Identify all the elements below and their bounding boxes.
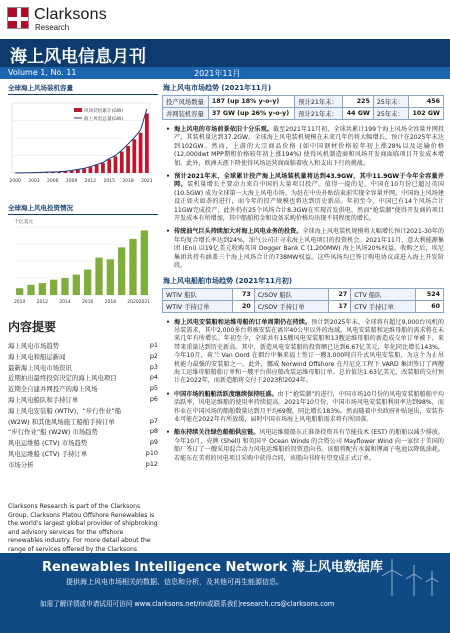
table-cell: CTV 手持订单	[351, 300, 416, 312]
paragraph-text: 由于“抢装潮”的进行，中国市场10月份的风电安装船船舶平均活跃率，风电运维船的使用率持续提高。2021年10月份，中国市场风电安装船利用率达到98%，而作业在中国风场的船舶数量达到月平均69艘，同比增长183%。然而随着中央政府补贴退出，安装作业可能在2022年有所放缓，届时中国市场海上风电船舶需求将有所回落。	[174, 390, 445, 423]
table-cell: C/SOV 手持订单	[254, 300, 329, 312]
bar	[82, 169, 86, 173]
tick-label: 2021	[138, 300, 151, 305]
paragraph-text: 全球海上风电装机规模将大幅增长预计2021-30年的年均复合增长率达到24%，油气公司正寻求海上风电项目的投资机会。2021年11月，意大利能源集团 (Eni) 以19亿美元收购英国 Dogger Bank C (1,200MW) 海上风场20%权益。收购之后，埃尼集团共持有涵盖三个海上风场合计的738MW权益。这些风场均已签订购电协议或进入海上开发阶段。	[174, 228, 444, 270]
table-cell: WTIV 手持订单	[163, 300, 233, 312]
toc-item[interactable]	[8, 449, 158, 460]
toc-item[interactable]	[8, 373, 158, 384]
bar	[95, 165, 99, 173]
toc-item[interactable]	[8, 352, 158, 363]
table-cell: 37 GW (up 26% y-o-y)	[208, 108, 294, 120]
toc-item-page: p4	[149, 373, 158, 382]
market-section-title: 海上风电市场趋势 (2021年11月)	[163, 84, 272, 92]
table-cell: 20	[232, 300, 254, 312]
issue-number: Volume 1, No. 11	[8, 68, 77, 77]
market-table	[162, 95, 444, 120]
bar	[61, 278, 68, 295]
tick-label: 2000	[9, 179, 21, 184]
bar	[126, 146, 130, 173]
tick-label: 2014	[59, 300, 71, 305]
table-cell: 并网装机容量	[163, 108, 209, 120]
toc-item-label: 海上风电和船运新闻	[8, 352, 66, 361]
toc-item[interactable]	[8, 417, 158, 428]
tick-label: 2012	[36, 300, 49, 305]
tick-label: 2010	[13, 300, 26, 305]
toc-item-page: p8	[149, 427, 158, 436]
bar	[129, 239, 136, 295]
table-row	[163, 108, 444, 120]
toc-heading: 内容提要	[8, 320, 57, 334]
legend-swatch	[74, 108, 82, 112]
bullet-icon: •	[166, 429, 170, 437]
table-cell: 225	[343, 96, 374, 108]
bar	[139, 133, 143, 173]
toc-item-label: 海上风电市场趋势	[8, 342, 60, 350]
bar	[95, 258, 102, 295]
capacity-chart	[8, 95, 156, 197]
bar	[89, 167, 93, 173]
footer-contact-link[interactable]: 如需了解详情或申请试用可访问 www.clarksons.net/rin或联系我们research.crs@clarksons.com	[40, 600, 335, 608]
toc-item-label: (W2W) 和其他风场施工船舶手持订单	[8, 417, 115, 426]
toc-list	[8, 341, 158, 471]
investment-chart-svg	[8, 215, 156, 313]
table-of-contents	[8, 318, 158, 471]
table-cell: CTV 船队	[351, 288, 416, 300]
bar	[118, 247, 125, 295]
toc-item-label: “步行作业”船 (W2W) 市场趋势	[8, 428, 98, 437]
tick-label: 2006	[47, 179, 59, 184]
fleet-paragraph	[162, 429, 444, 463]
issue-band	[0, 67, 450, 79]
table-cell: 25年末：	[373, 96, 408, 108]
bar	[145, 114, 149, 174]
fleet-table	[162, 288, 444, 313]
toc-item-page: p5	[149, 384, 158, 393]
tick-label: 2015	[103, 179, 115, 184]
chart1-title: 全球海上风场装机容量	[8, 84, 73, 92]
toc-item-page: p7	[149, 416, 158, 425]
bar	[101, 163, 105, 173]
toc-item-label: 风电运维船 (CTV) 手持订单	[8, 449, 88, 458]
toc-item[interactable]	[8, 406, 158, 417]
bar	[107, 159, 111, 173]
brand-sub: Research	[35, 23, 70, 32]
right-column	[162, 83, 444, 468]
table-cell: 524	[416, 288, 444, 300]
about-text: Clarksons Research is part of the Clarksons Group. Clarksons Platou Offshore Renewables is the world's largest global provider of shipbroking and advisory services for the offshore renewables industry. For more detail about the range of services offered by the Clarksons	[8, 503, 158, 553]
bar	[132, 139, 136, 173]
legend-label: 海上风电总量(GW)	[84, 117, 124, 122]
header-logo-bar	[0, 0, 450, 38]
tick-label: 2020	[127, 300, 139, 305]
bullet-icon: •	[166, 173, 170, 181]
tick-label: 2009	[65, 179, 78, 184]
fleet-paragraph	[162, 319, 444, 386]
paragraph-lead: 预计2021年末，全球累计投产海上风场装机量将达到43.9GW，其中11.9GW于今年全容量并网。	[174, 173, 444, 189]
toc-item[interactable]	[8, 438, 158, 449]
table-row	[163, 300, 444, 312]
table-cell: 预计21年末：	[295, 96, 343, 108]
tick-label: 2012	[84, 179, 97, 184]
bullet-icon: •	[166, 228, 170, 236]
bar	[39, 283, 46, 295]
toc-item-label: 海上风电安装船 (WTIV)，“步行作业”船	[8, 406, 122, 415]
investment-chart	[8, 215, 156, 317]
toc-item-label: 海上风电船队和手持订单	[8, 395, 79, 404]
issue-date: 2021年11月	[194, 69, 241, 78]
fleet-paragraph	[162, 391, 444, 425]
table-cell: C/SOV 船队	[254, 288, 329, 300]
table-cell: 187 (up 18% y-o-y)	[208, 96, 294, 108]
market-paragraph	[162, 173, 444, 223]
toc-item-label: 最新海上风电市场资讯	[8, 363, 72, 372]
table-cell: 27	[329, 288, 351, 300]
market-body	[162, 126, 444, 271]
paragraph-text: 风电运维船船东正准备投资具有节能技术 (EST) 的船舶以减少排放。今年10月，壳牌 (Shell) 和英国平 Ocean Winds 的合资公司 Mayflower Wind 向一家位于美国的船厂签订了一艘采用混合动力风电运维船的投资意向书。该船将配有水翼和锂离子电池以降低油耗。若能东在美将的风电项目采购中获得合同，该船向书将有望变成正式订单。	[174, 429, 444, 462]
paragraph-text: 预计到2025年末，全球将有超过9,000台风机的吊装需求，其中2,000多台将被安装在离岸40公里以外的海域。风电安装船和运维母船的需求将在未来几年有所增长。年初至今，全球共有15艘风电安装船和13艘运维母船的新造成交单订单被下，来带来重量达到历史新高。其中，新造风电安装船的投资额已达到6.67亿美元，年化同比增长143%。今年10月，荷兰 Van Oord 在烟台中集来福士签订一艘3,000吨自升式风电安装船，为这个为止吊机能力最强的安装船之一。此外，挪威 Norwind Offshore 在丹尼克工程下 VARD 集团签订了两艘海工运维母船船舶订单和一艘平台供应船改装运维母船订单。总价值达1.63亿美元，改装船的交付预计在2022年，而新造船将交付于2023和2024年。	[174, 318, 445, 385]
paragraph-lead: 中国市场的船舶活跃度继续保持旺盛。	[174, 390, 278, 398]
paragraph-text: 截至2021年11月初，全球共累计199个海上风场全容量并网投产，其装机量达到37.2GW。全球海上风电装机规模在未来几年仍将大幅增长，预计在2025年末达到102GW。然而，上游的大宗商品价格 (如中国钢材价格较年初上涨28%以及运输价格 (12,000dwt MPP期租价格较年初上涨194%) 使得风机制造商和风场开发商面临项目开发成本增加。此外，欧洲天涯下降使得风场运营商面临着收入和支出下行的挑战。	[174, 126, 444, 167]
clarksons-logo-icon	[7, 7, 29, 29]
tick-label: 2016	[81, 300, 94, 305]
bar	[107, 259, 114, 295]
paragraph-lead: 传统油气巨头持续加大对海上风电业务的投资。	[174, 228, 303, 236]
page-title: 海上风电信息月刊	[10, 47, 146, 67]
footer-subtitle: 提供海上风电市场相关的数据、信息和分析，及其他可再生能源信息。	[66, 578, 283, 586]
table-cell: 投产风场数量	[163, 96, 209, 108]
table-cell: WTIV 船队	[163, 288, 233, 300]
fleet-body	[162, 319, 444, 464]
toc-item[interactable]	[8, 395, 158, 406]
bar	[120, 152, 124, 173]
title-band	[0, 39, 450, 67]
tick-label: 2018	[122, 179, 134, 184]
footer-title: Renewables Intelligence Network 海上风电数据库	[42, 560, 383, 575]
fleet-section-title: 海上风电船舶市场趋势 (2021年11月初)	[163, 276, 293, 285]
toc-item-page: p12	[145, 459, 158, 468]
market-paragraph	[162, 126, 444, 168]
bullet-icon: •	[166, 126, 170, 133]
chart2-title: 全球海上风电投资情况	[8, 204, 73, 212]
toc-item[interactable]	[8, 384, 158, 395]
bar	[73, 275, 80, 295]
toc-item[interactable]	[8, 460, 158, 471]
toc-item[interactable]	[8, 427, 158, 438]
toc-item-page: p6	[149, 394, 158, 403]
table-cell: 25年末：	[373, 108, 408, 120]
table-row	[163, 288, 444, 300]
axis-unit-label: 十亿美元	[14, 220, 34, 225]
bar	[141, 230, 148, 295]
table-cell: 102 GW	[408, 108, 443, 120]
brand-name: Clarksons	[34, 6, 107, 23]
table-row	[163, 96, 444, 108]
tick-label: 2018	[104, 300, 117, 305]
toc-item-page: p3	[149, 362, 158, 371]
table-cell: 456	[408, 96, 443, 108]
toc-item-page: p10	[145, 448, 158, 457]
toc-item-page: p2	[149, 351, 158, 360]
bar	[114, 156, 118, 173]
bullet-icon: •	[166, 318, 170, 326]
toc-item[interactable]	[8, 341, 158, 352]
tick-label: 2003	[28, 179, 40, 184]
toc-item-page: p1	[149, 341, 158, 349]
table-cell: 17	[329, 300, 351, 312]
bar	[16, 288, 23, 295]
toc-item-label: 市场分析	[8, 460, 34, 469]
legend-label: 风场装机累计(GW)	[84, 109, 124, 114]
table-cell: 73	[232, 288, 254, 300]
bar	[50, 280, 57, 295]
wind-turbine-icon	[378, 556, 442, 598]
capacity-chart-svg	[8, 95, 156, 193]
table-cell: 44 GW	[343, 108, 374, 120]
toc-item-page: p9	[149, 438, 158, 447]
paragraph-lead: 船东持续关注绿色船舶供应链。	[174, 429, 260, 437]
bar	[27, 285, 34, 295]
tick-label: 2021	[141, 179, 153, 184]
left-column	[8, 83, 158, 317]
toc-item-label: 风电运维船 (CTV) 市场趋势	[8, 439, 88, 448]
toc-item-label: 近期全自建并网投产的海上风场	[8, 385, 98, 394]
table-cell: 60	[416, 300, 444, 312]
paragraph-text: 装机量增长主要动力来自中国的大量项目投产。值得一提的是，中国在10月份已超过英国 (10.5GW) 成为全球第一大海上风电市场。为赶在中央补贴结束前实现全容量并网，中国海上风场建设正如火如荼的进行，而今年的投产规模也将达到历史新高。年初至今，中国已有14个风场合计11GW完成投产，此外仍有25个风场合计8.3GW在实现首发供电，然而“抢装潮”使得开发商的项目开发成本有所增加，其中船舶租金和设备采购价格均出现不同程度的增长。	[174, 181, 445, 223]
toc-item[interactable]	[8, 363, 158, 374]
table-cell: 预计21年末：	[295, 108, 343, 120]
market-paragraph	[162, 228, 444, 270]
bar	[84, 270, 91, 296]
bullet-icon: •	[166, 390, 170, 398]
paragraph-lead: 海上风电安装船和运维母船的订单周期仍在持续。	[174, 318, 312, 326]
paragraph-lead: 海上风电的市场前景依旧十分乐观。	[174, 126, 273, 133]
toc-item-label: 近期拍出最终投资决定的海上风电项目	[8, 374, 117, 383]
